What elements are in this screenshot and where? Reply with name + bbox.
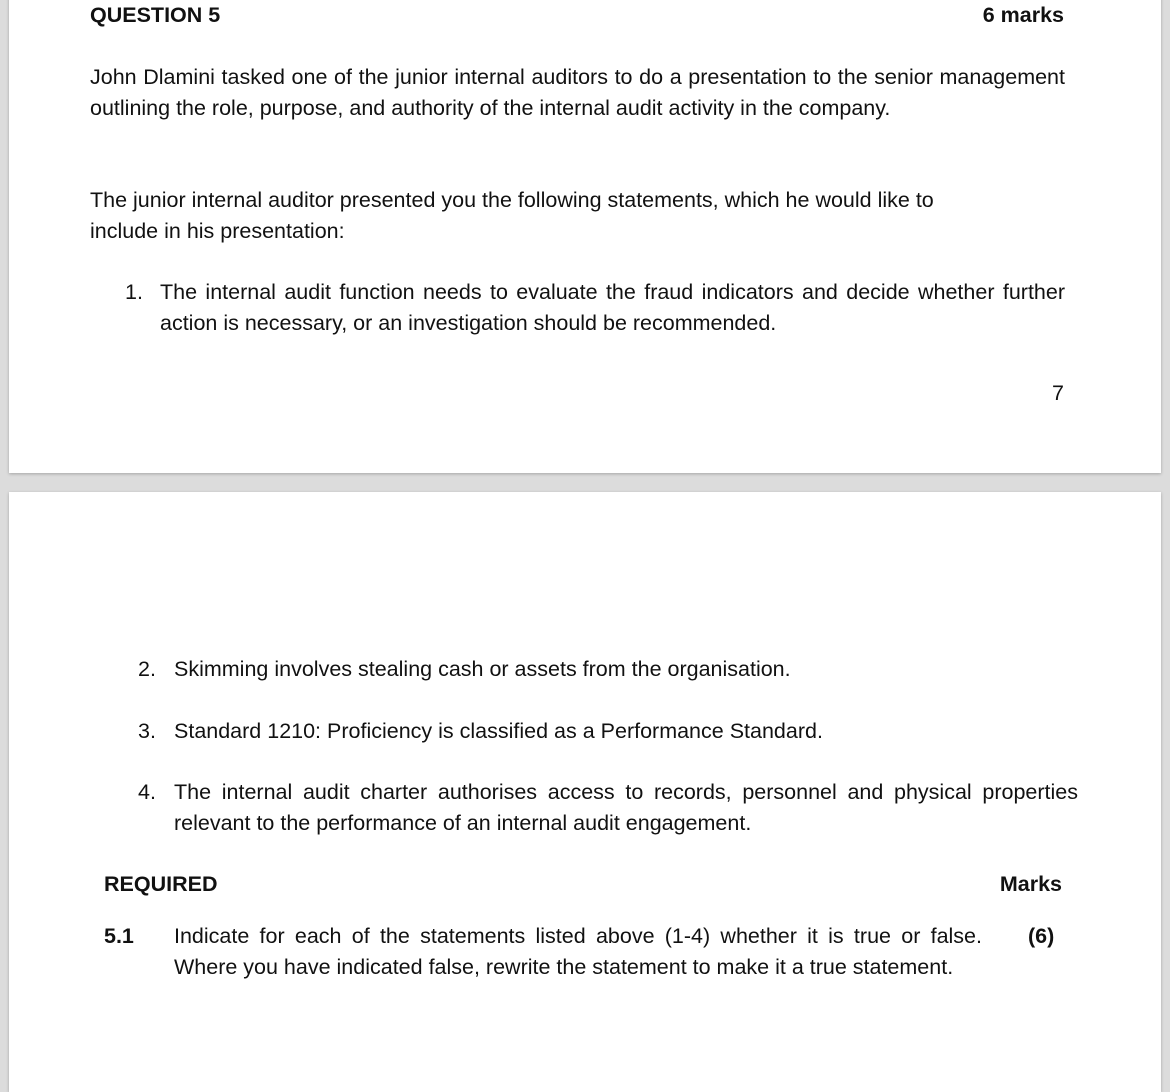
statement-text: Standard 1210: Proficiency is classified as a Performance Standard. bbox=[174, 719, 823, 743]
lead-in-line-1: The junior internal auditor presented you the following statements, which he would like to bbox=[90, 188, 934, 212]
statement-text: The internal audit charter authorises access to records, personnel and physical properties relevant to the performance of an internal audit engagement. bbox=[174, 780, 1078, 835]
statement-number: 4. bbox=[138, 780, 156, 804]
statement-number: 2. bbox=[138, 657, 156, 681]
intro-paragraph: John Dlamini tasked one of the junior internal auditors to do a presentation to the senior management outlining the role, purpose, and authority of the internal audit activity in the company. bbox=[90, 65, 1065, 120]
question-marks: 6 marks bbox=[982, 3, 1064, 27]
page-number: 7 bbox=[1052, 381, 1064, 405]
required-item-marks: (6) bbox=[1028, 924, 1055, 948]
statement-text: Skimming involves stealing cash or assets from the organisation. bbox=[174, 657, 791, 681]
required-heading: REQUIRED bbox=[104, 872, 218, 896]
question-title: QUESTION 5 bbox=[90, 3, 221, 27]
statement-text: The internal audit function needs to evaluate the fraud indicators and decide whether further action is necessary, or an investigation should be recommended. bbox=[160, 280, 1065, 335]
required-item-number: 5.1 bbox=[104, 924, 134, 948]
lead-in-line-2: include in his presentation: bbox=[90, 219, 345, 243]
marks-heading: Marks bbox=[999, 872, 1062, 896]
statement-number: 3. bbox=[138, 719, 156, 743]
required-item-text: Indicate for each of the statements listed above (1-4) whether it is true or false. Where you have indicated false, rewrite the statement to make it a true statement. bbox=[174, 924, 982, 979]
statement-number: 1. bbox=[125, 280, 143, 304]
